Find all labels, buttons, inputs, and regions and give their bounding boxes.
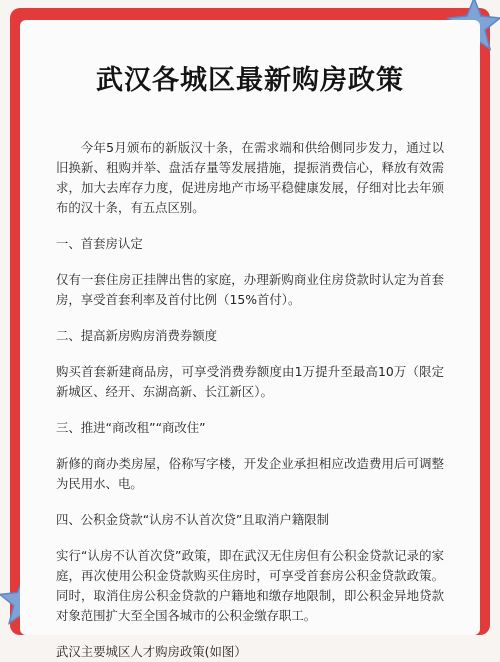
- section-body: 购买首套新建商品房，可享受消费券额度由1万提升至最高10万（限定新城区、经开、东湖高新、长江新区）。: [56, 364, 444, 399]
- section-body: 仅有一套住房正挂牌出售的家庭，办理新购商业住房贷款时认定为首套房，享受首套利率及首付比例（15%首付）。: [56, 272, 444, 307]
- section-heading: 四、公积金贷款“认房不认首次贷”且取消户籍限制: [56, 512, 330, 527]
- section-heading: 一、首套房认定: [56, 236, 143, 251]
- section-body: 新修的商办类房屋，俗称写字楼，开发企业承担相应改造费用后可调整为民用水、电。: [56, 456, 444, 491]
- section-heading: 三、推进“商改租”“商改住”: [56, 420, 206, 435]
- footer-line: 武汉主要城区人才购房政策(如图）: [56, 644, 247, 659]
- section-heading: 二、提高新房购房消费券额度: [56, 328, 218, 343]
- section-body: 实行“认房不认首次贷”政策，即在武汉无住房但有公积金贷款记录的家庭，再次使用公积金贷款购买住房时，可享受首套房公积金贷款政策。同时，取消住房公积金贷款的户籍地和缴存地限制，即公积金异地贷款对象范围扩大至全国各城市的公积金缴存职工。: [56, 548, 444, 623]
- intro-paragraph: 今年5月颁布的新版汉十条，在需求端和供给侧同步发力，通过以旧换新、租购并举、盘活存量等发展措施，提振消费信心，释放有效需求，加大去库存力度，促进房地产市场平稳健康发展，仔细对比去年颁布的汉十条，有五点区别。: [56, 140, 444, 215]
- document-body: [56, 138, 444, 662]
- page-title: 武汉各城区最新购房政策: [96, 65, 404, 96]
